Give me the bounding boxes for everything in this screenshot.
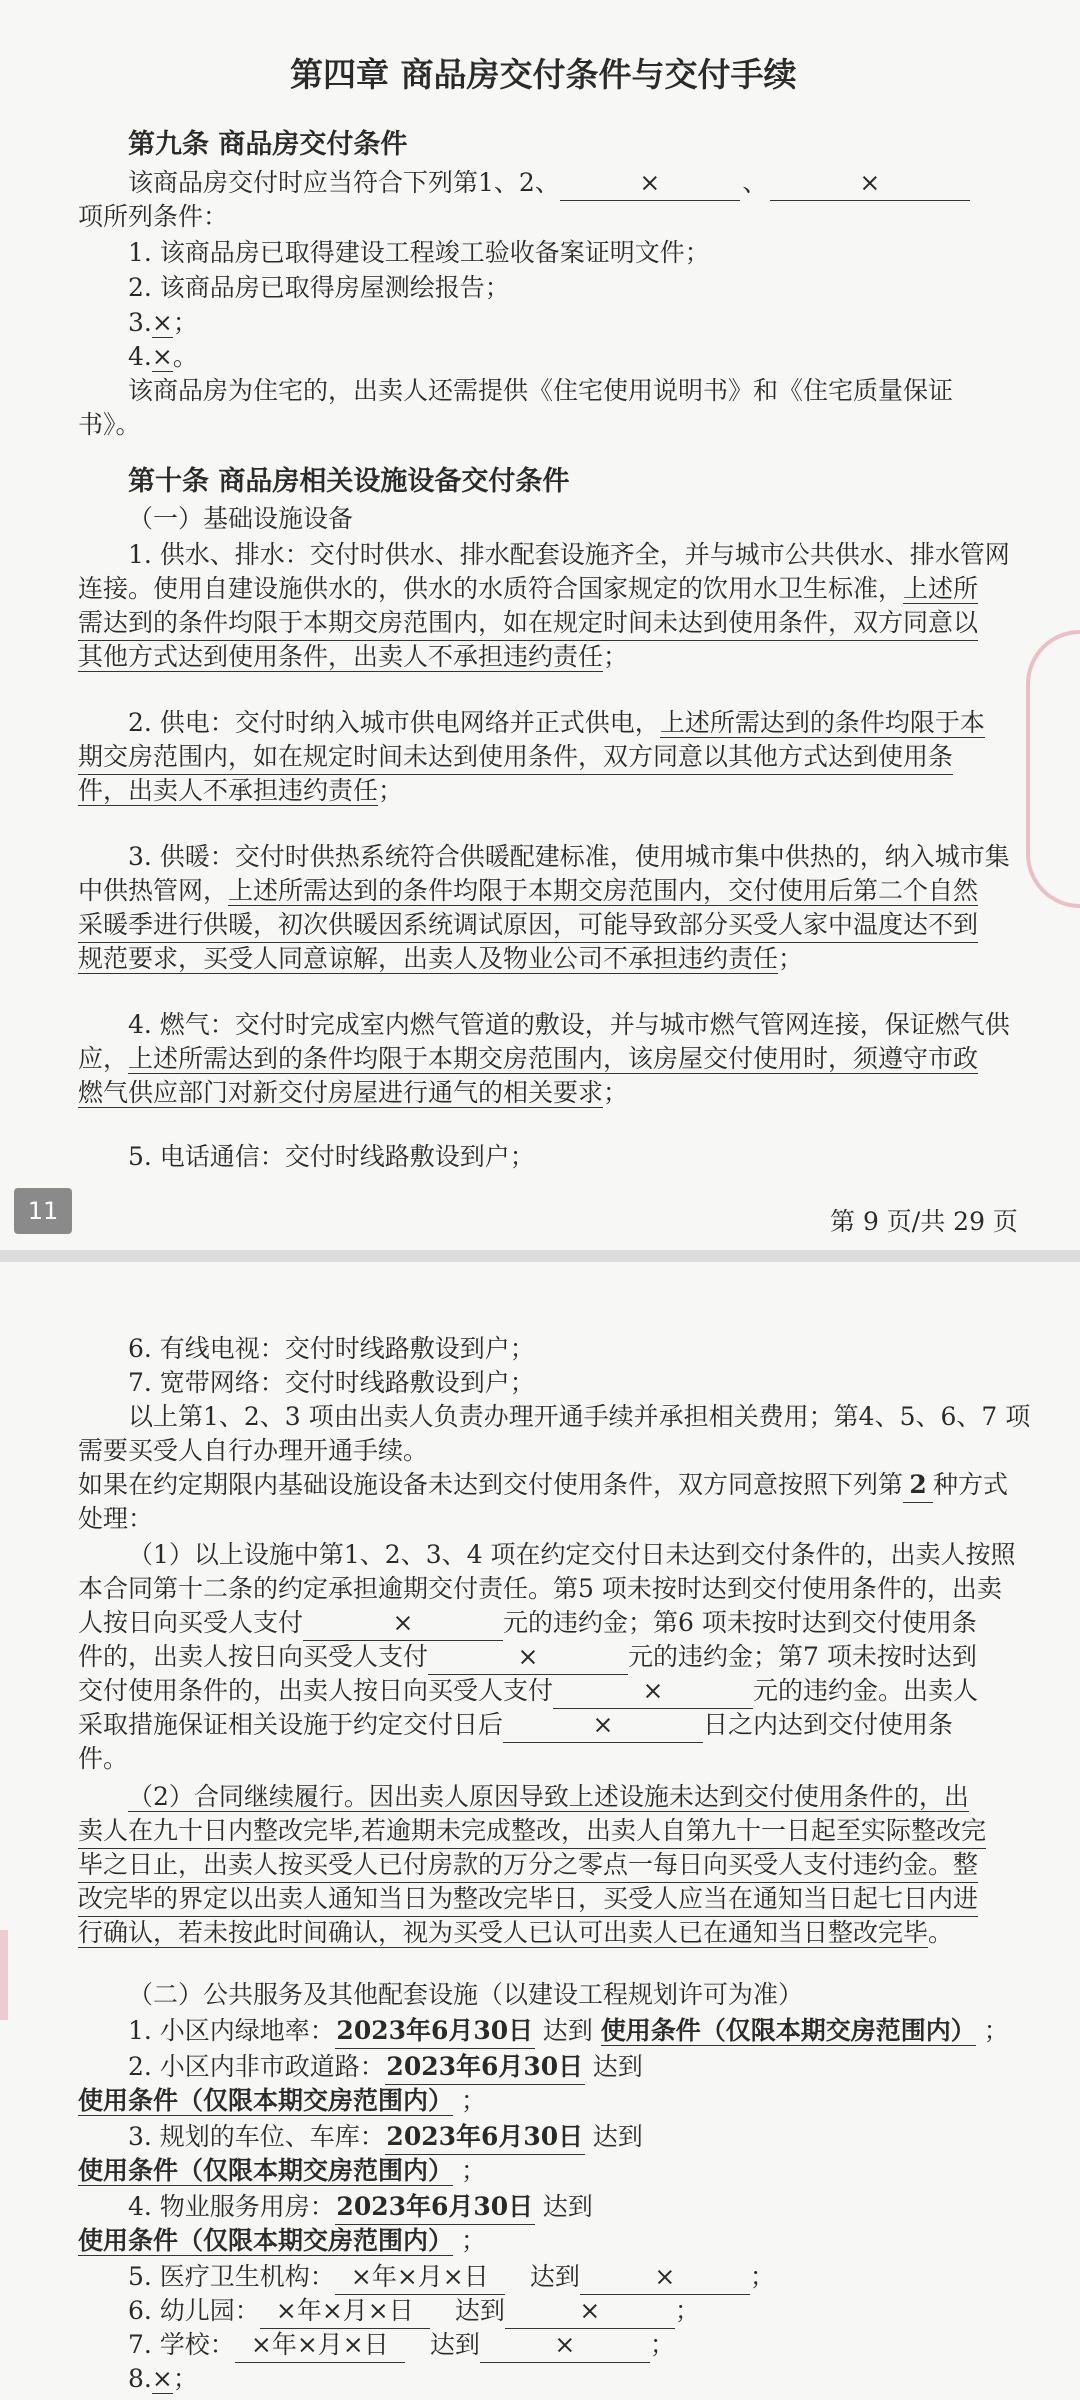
opt2-line-4: 改完毕的界定以出卖人通知当日为整改完毕日，买受人应当在通知当日起七日内进 [78, 1882, 978, 1917]
medical-line: 5. 医疗卫生机构： ×年×月×日 达到 × ； [128, 2260, 775, 2295]
opt1-line-7: 件。 [78, 1744, 129, 1773]
property-room-line: 4. 物业服务用房：2023年6月30日 达到 [128, 2190, 593, 2225]
handle-line-2: 处理： [78, 1504, 154, 1533]
heat-line-3: 采暖季进行供暖，初次供暖因系统调试原因，可能导致部分买受人家中温度达不到 [78, 908, 978, 943]
road-line: 2. 小区内非市政道路：2023年6月30日 达到 [128, 2050, 643, 2085]
green-rate-line: 1. 小区内绿地率：2023年6月30日 达到 使用条件（仅限本期交房范围内） ； [128, 2014, 1009, 2049]
opt1-line-3: 人按日向买受人支付 × 元的违约金；第6 项未按时达到交付使用条 [78, 1606, 977, 1641]
chapter-title: 第四章 商品房交付条件与交付手续 [290, 55, 797, 94]
heat-line-4: 规范要求，买受人同意谅解，出卖人及物业公司不承担违约责任； [78, 944, 804, 973]
art10-subsection-1: （一）基础设施设备 [128, 504, 354, 533]
water-line-1: 1. 供水、排水：交付时供水、排水配套设施齐全，并与城市公共供水、排水管网 [128, 540, 1010, 569]
opt1-line-6: 采取措施保证相关设施于约定交付日后 × 日之内达到交付使用条 [78, 1708, 953, 1743]
kindergarten-line: 6. 幼儿园： ×年×月×日 达到 × ； [128, 2294, 700, 2329]
school-line: 7. 学校： ×年×月×日 达到 × ； [128, 2328, 675, 2363]
power-line-1: 2. 供电：交付时纳入城市供电网络并正式供电，上述所需达到的条件均限于本 [128, 708, 985, 737]
parking-cond-line: 使用条件（仅限本期交房范围内） ； [78, 2156, 486, 2185]
art9-item-1: 1. 该商品房已取得建设工程竣工验收备案证明文件； [128, 238, 710, 267]
gas-line-1: 4. 燃气：交付时完成室内燃气管道的敷设，并与城市燃气管网连接，保证燃气供 [128, 1010, 1010, 1039]
opt2-line-1: （2）合同继续履行。因出卖人原因导致上述设施未达到交付使用条件的，出 [128, 1782, 969, 1811]
opt2-line-5: 行确认，若未按此时间确认，视为买受人已认可出卖人已在通知当日整改完毕。 [78, 1918, 954, 1947]
item-8-line: 8.×； [128, 2364, 198, 2393]
water-line-2: 连接。使用自建设施供水的，供水的水质符合国家规定的饮用水卫生标准，上述所 [78, 574, 979, 603]
heat-line-1: 3. 供暖：交付时供热系统符合供暖配建标准，使用城市集中供热的，纳入城市集 [128, 842, 1010, 871]
parking-line: 3. 规划的车位、车库：2023年6月30日 达到 [128, 2120, 643, 2155]
art9-item-3: 3.×； [128, 308, 198, 337]
article-9-title: 第九条 商品房交付条件 [128, 129, 408, 160]
document-page-2 [0, 1262, 1080, 2400]
cost-line-2: 需要买受人自行办理开通手续。 [78, 1436, 429, 1465]
handle-line-1: 如果在约定期限内基础设施设备未达到交付使用条件，双方同意按照下列第 2 种方式 [78, 1468, 1008, 1503]
art9-item-2: 2. 该商品房已取得房屋测绘报告； [128, 273, 510, 302]
opt2-line-2: 卖人在九十日内整改完毕,若逾期未完成整改，出卖人自第九十一日起至实际整改完 [78, 1814, 986, 1849]
opt1-line-1: （1）以上设施中第1、2、3、4 项在约定交付日未达到交付条件的，出卖人按照 [128, 1540, 1016, 1569]
opt1-line-2: 本合同第十二条的约定承担逾期交付责任。第5 项未按时达到交付使用条件的，出卖 [78, 1574, 1002, 1603]
art9-note-line-1: 该商品房为住宅的，出卖人还需提供《住宅使用说明书》和《住宅质量保证 [128, 376, 954, 405]
seal-stamp [1026, 630, 1080, 908]
heat-line-2: 中供热管网，上述所需达到的条件均限于本期交房范围内，交付使用后第二个自然 [78, 876, 979, 905]
water-line-4: 其他方式达到使用条件，出卖人不承担违约责任； [78, 642, 629, 671]
handle-choice: 2 [903, 1468, 933, 1503]
page-number-badge[interactable]: 11 [14, 1188, 72, 1234]
opt2-line-3: 毕之日止，出卖人按买受人已付房款的万分之零点一每日向买受人支付违约金。整 [78, 1848, 978, 1883]
subsection-2-title: （二）公共服务及其他配套设施（以建设工程规划许可为准） [128, 1980, 804, 2009]
condition-blank-2: × [770, 166, 970, 201]
art9-item-4: 4.×。 [128, 342, 198, 371]
water-line-3: 需达到的条件均限于本期交房范围内，如在规定时间未达到使用条件，双方同意以 [78, 606, 978, 641]
article-9-intro: 该商品房交付时应当符合下列第1、2、 × 、 × [128, 166, 970, 201]
power-line-3: 件，出卖人不承担违约责任； [78, 776, 404, 805]
opt1-line-4: 件的，出卖人按日向买受人支付 × 元的违约金；第7 项未按时达到 [78, 1640, 977, 1675]
property-cond-line: 使用条件（仅限本期交房范围内） ； [78, 2226, 486, 2255]
road-cond-line: 使用条件（仅限本期交房范围内） ； [78, 2086, 486, 2115]
page-footer: 第 9 页/共 29 页 [830, 1207, 1018, 1236]
power-line-2: 期交房范围内，如在规定时间未达到使用条件，双方同意以其他方式达到使用条 [78, 740, 953, 775]
art9-note-line-2: 书》。 [78, 410, 141, 439]
gas-line-3: 燃气供应部门对新交付房屋进行通气的相关要求； [78, 1078, 629, 1107]
broadband-line: 7. 宽带网络：交付时线路敷设到户； [128, 1368, 535, 1397]
article-10-title: 第十条 商品房相关设施设备交付条件 [128, 466, 570, 497]
article-9-intro-end: 项所列条件： [78, 202, 229, 231]
cost-line-1: 以上第1、2、3 项由出卖人负责办理开通手续并承担相关费用；第4、5、6、7 项 [128, 1402, 1031, 1431]
gas-line-2: 应，上述所需达到的条件均限于本期交房范围内，该房屋交付使用时，须遵守市政 [78, 1044, 979, 1073]
condition-blank-1: × [560, 166, 740, 201]
opt1-line-5: 交付使用条件的，出卖人按日向买受人支付 × 元的违约金。出卖人 [78, 1674, 978, 1709]
tel-line: 5. 电话通信：交付时线路敷设到户； [128, 1142, 535, 1171]
catv-line: 6. 有线电视：交付时线路敷设到户； [128, 1334, 535, 1363]
seal-mark [0, 1930, 8, 2020]
